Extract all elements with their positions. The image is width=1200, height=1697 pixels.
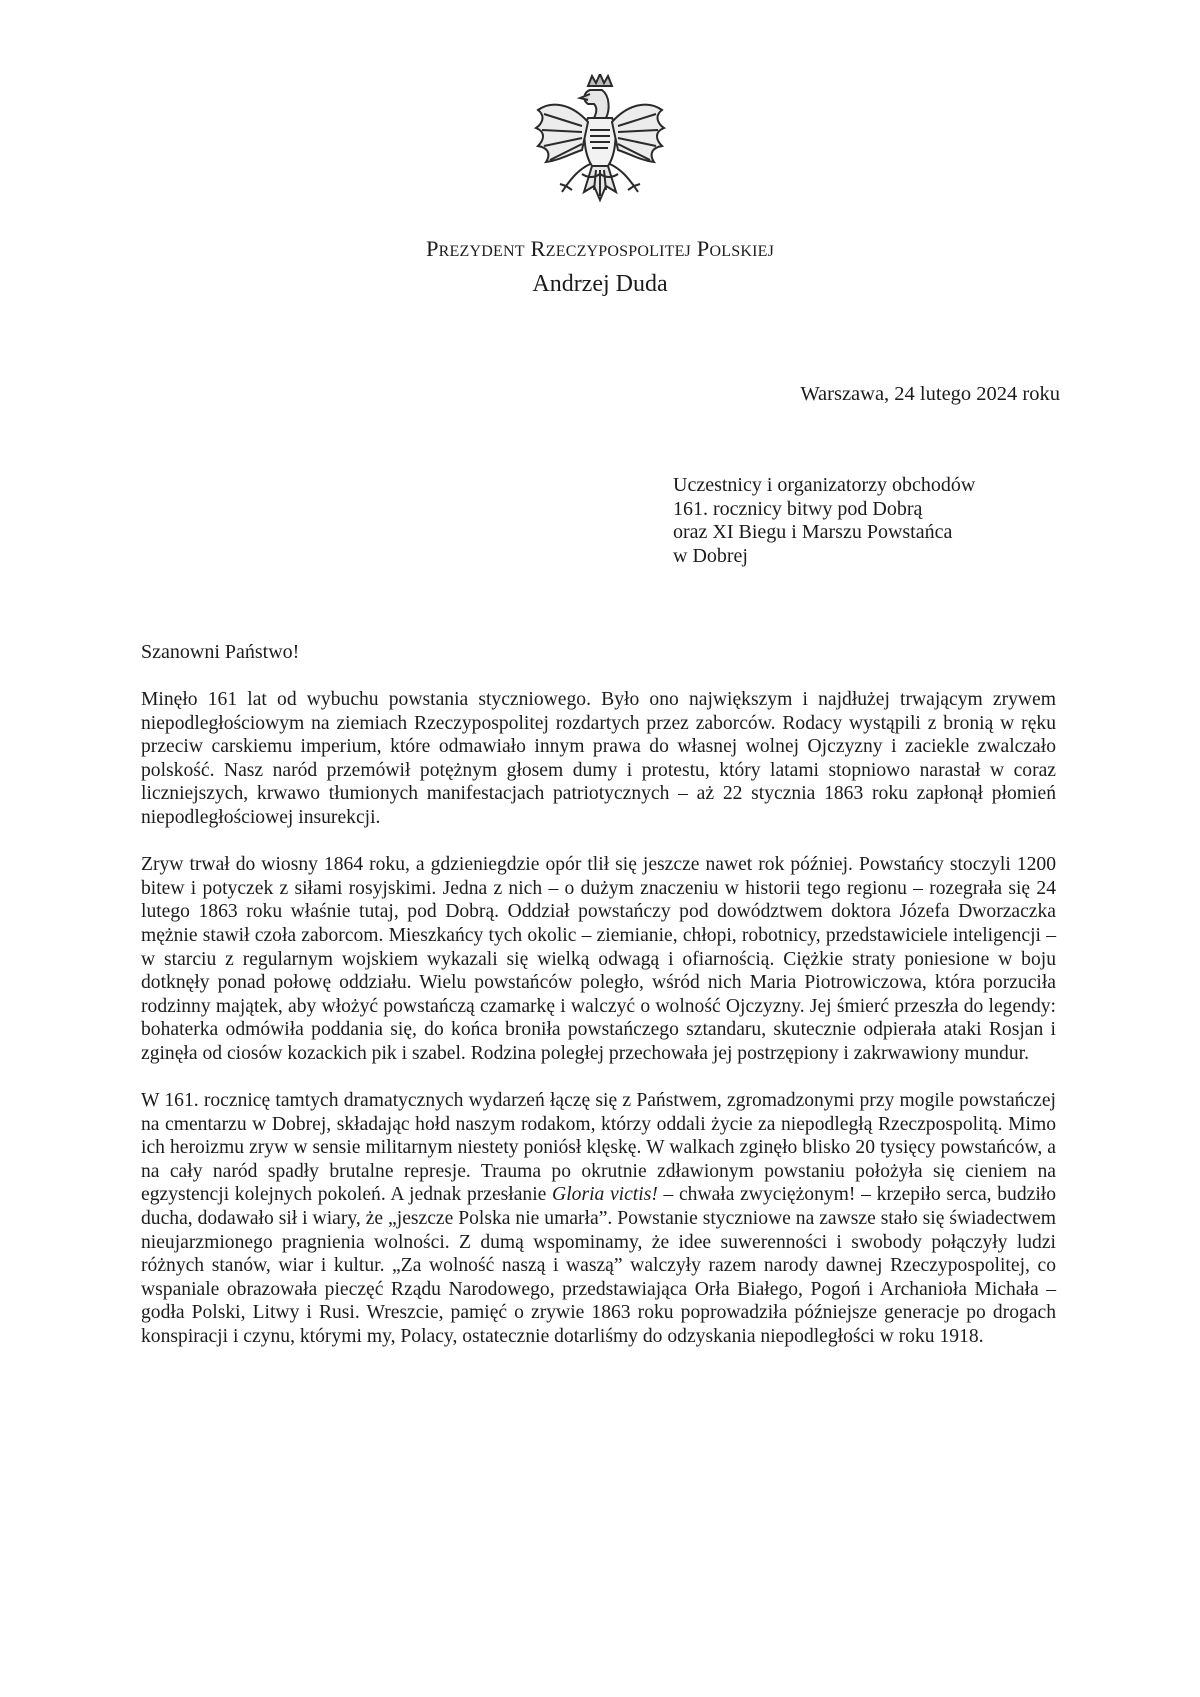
paragraph-2: Zryw trwał do wiosny 1864 roku, a gdzieniegdzie opór tlił się jeszcze nawet rok później. Powstańcy stoczyli 1200 bitew i potyczek z siłami rosyjskimi. Jedna z nich – o dużym znaczeniu w historii tego regionu – rozegrała się 24 lutego 1863 roku właśnie tutaj, pod Dobrą. Oddział powstańczy pod dowództwem doktora Józefa Dworzaczka mężnie stawił czoła zaborcom. Mieszkańcy tych okolic – ziemianie, chłopi, robotnicy, przedstawiciele inteligencji – w starciu z regularnym wojskiem wykazali się wielką odwagą i ofiarnością. Ciężkie straty poniesione w boju dotknęły ponad połowę oddziału. Wielu powstańców poległo, wśród nich Maria Piotrowiczowa, która porzuciła rodzinny majątek, aby włożyć powstańczą czamarkę i walczyć o wolność Ojczyzny. Jej śmierć przeszła do legendy: bohaterka odmówiła poddania się, do końca broniła powstańczego sztandaru, skutecznie odpierała ataki Rosjan i zginęła od ciosów kozackich pik i szabel. Rodzina poległej przechowała jej postrzępiony i zakrwawiony mundur. <box>141 854 1056 1064</box>
place-and-date: Warszawa, 24 lutego 2024 roku <box>800 383 1060 405</box>
salutation: Szanowni Państwo! <box>141 641 300 663</box>
recipient-line: 161. rocznicy bitwy pod Dobrą <box>673 497 923 520</box>
paragraph-1: Minęło 161 lat od wybuchu powstania styczniowego. Było ono największym i najdłużej trwającym zrywem niepodległościowym na ziemiach Rzeczypospolitej rozdartych przez zaborców. Rodacy wystąpili z bronią w ręku przeciw carskiemu imperium, które odmawiało innym prawa do własnej wolnej Ojczyzny i zaciekle zwalczało polskość. Nasz naród przemówił potężnym głosem dumy i protestu, który latami stopniowo narastał w coraz liczniejszych, krwawo tłumionych manifestacjach patriotycznych – aż 22 stycznia 1863 roku zapłonął płomień niepodległościowej insurekcji. <box>141 689 1056 828</box>
paragraph-3-part-1: W 161. rocznicę tamtych dramatycznych wydarzeń łączę się z Państwem, zgromadzonymi przy mogile powstańczej na cmentarzu w Dobrej, składając hołd naszym rodakom, którzy oddali życie za niepodległą Rzeczpospolitą. Mimo ich heroizmu zryw w sensie militarnym niestety poniósł klęskę. W walkach zginęło blisko 20 tysięcy powstańców, a na cały naród spadły brutalne represje. Trauma po okrutnie zdławionym powstaniu położyła się cieniem na egzystencji kolejnych pokoleń. A jednak przesłanie <box>141 1090 1056 1206</box>
recipient-block <box>673 474 975 568</box>
latin-phrase: Gloria victis! <box>552 1184 658 1206</box>
sender-title: Prezydent Rzeczypospolitej Polskiej <box>425 236 775 261</box>
polish-eagle-emblem-icon <box>532 74 668 212</box>
paragraph-3-part-2: – chwała zwyciężonym! – krzepiło serca, budziło ducha, dodawało sił i wiary, że „jeszcze Polska nie umarła”. Powstanie styczniowe na zawsze stało się świadectwem nieujarzmionego pragnienia wolności. Z dumą wspominamy, że idee suwerenności i swobody połączyły ludzi różnych stanów, wiar i kultur. „Za wolność naszą i waszą” walczyły razem narody dawnej Rzeczypospolitej, co wspaniale obrazowała pieczęć Rządu Narodowego, przedstawiająca Orła Białego, Pogoń i Archanioła Michała – godła Polski, Litwy i Rusi. Wreszcie, pamięć o zrywie 1863 roku poprowadziła późniejsze generacje po drogach konspiracji i czynu, którymi my, Polacy, ostatecznie dotarliśmy do odzyskania niepodległości w roku 1918. <box>141 1184 1056 1348</box>
recipient-line: w Dobrej <box>673 544 748 567</box>
letter-body <box>141 688 1056 1372</box>
sender-name: Andrzej Duda <box>532 271 668 297</box>
recipient-line: oraz XI Biegu i Marszu Powstańca <box>673 521 953 543</box>
recipient-line: Uczestnicy i organizatorzy obchodów <box>673 474 976 496</box>
paragraph-3 <box>141 1089 1056 1349</box>
